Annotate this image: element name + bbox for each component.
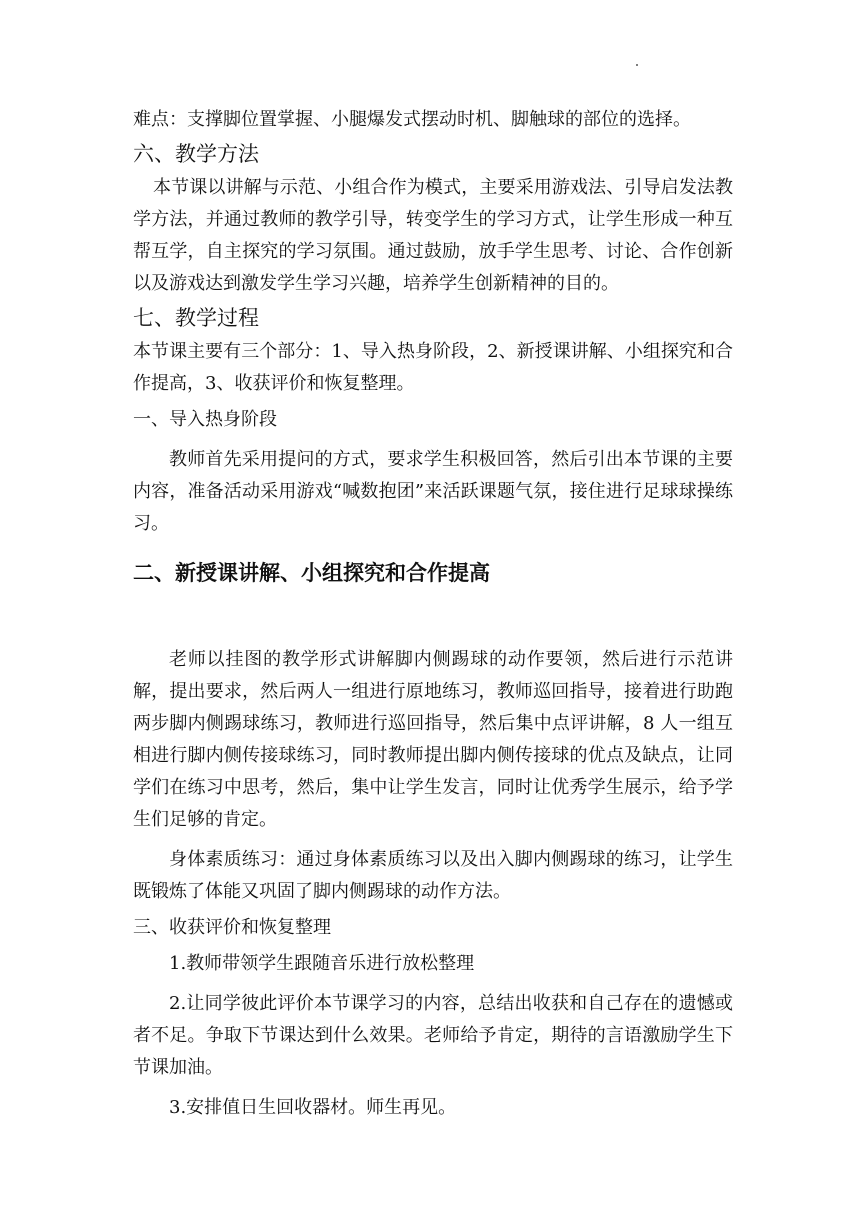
part2-body2: 身体素质练习：通过身体素质练习以及出入脚内侧踢球的练习，让学生既锻炼了体能又巩固了脚内侧踢球的动作方法。 (133, 849, 733, 902)
page-mark (636, 64, 638, 66)
part2-body1: 老师以挂图的教学形式讲解脚内侧踢球的动作要领，然后进行示范讲解，提出要求，然后两人一组进行原地练习，教师巡回指导，接着进行助跑两步脚内侧踢球练习，教师进行巡回指导，然后集中点评讲解，8 人一组互相进行脚内侧传接球练习，同时教师提出脚内侧传接球的优点及缺点，让同学们在练习中思考，然后，集中让学生发言，同时让优秀学生展示，给予学生们足够的肯定。 (133, 649, 733, 830)
part3-heading: 三、收获评价和恢复整理 (133, 917, 331, 938)
document-content (133, 104, 733, 1124)
part3-item-2: 2.让同学彼此评价本节课学习的内容，总结出收获和自己存在的遗憾或者不足。争取下节课达到什么效果。老师给予肯定，期待的言语激励学生下节课加油。 (133, 993, 733, 1078)
part1-body: 教师首先采用提问的方式，要求学生积极回答，然后引出本节课的主要内容，准备活动采用游戏“喊数抱团”来活跃课题气氛，接住进行足球球操练习。 (133, 449, 733, 534)
section6-heading: 六、教学方法 (133, 142, 259, 166)
part3-item-3: 3.安排值日生回收器材。师生再见。 (169, 1097, 457, 1118)
difficulty-paragraph: 难点：支撑脚位置掌握、小腿爆发式摆动时机、脚触球的部位的选择。 (133, 109, 691, 130)
part2-heading: 二、新授课讲解、小组探究和合作提高 (133, 561, 490, 585)
part1-heading: 一、导入热身阶段 (133, 409, 277, 430)
section7-heading: 七、教学过程 (133, 306, 259, 330)
section6-body: 本节课以讲解与示范、小组合作为模式，主要采用游戏法、引导启发法教学方法，并通过教师的教学引导，转变学生的学习方式，让学生形成一种互帮互学，自主探究的学习氛围。通过鼓励，放手学生思考、讨论、合作创新以及游戏达到激发学生学习兴趣，培养学生创新精神的目的。 (133, 177, 733, 294)
section7-intro: 本节课主要有三个部分：1、导入热身阶段，2、新授课讲解、小组探究和合作提高，3、收获评价和恢复整理。 (133, 341, 733, 394)
part3-item-1: 1.教师带领学生跟随音乐进行放松整理 (169, 953, 475, 974)
